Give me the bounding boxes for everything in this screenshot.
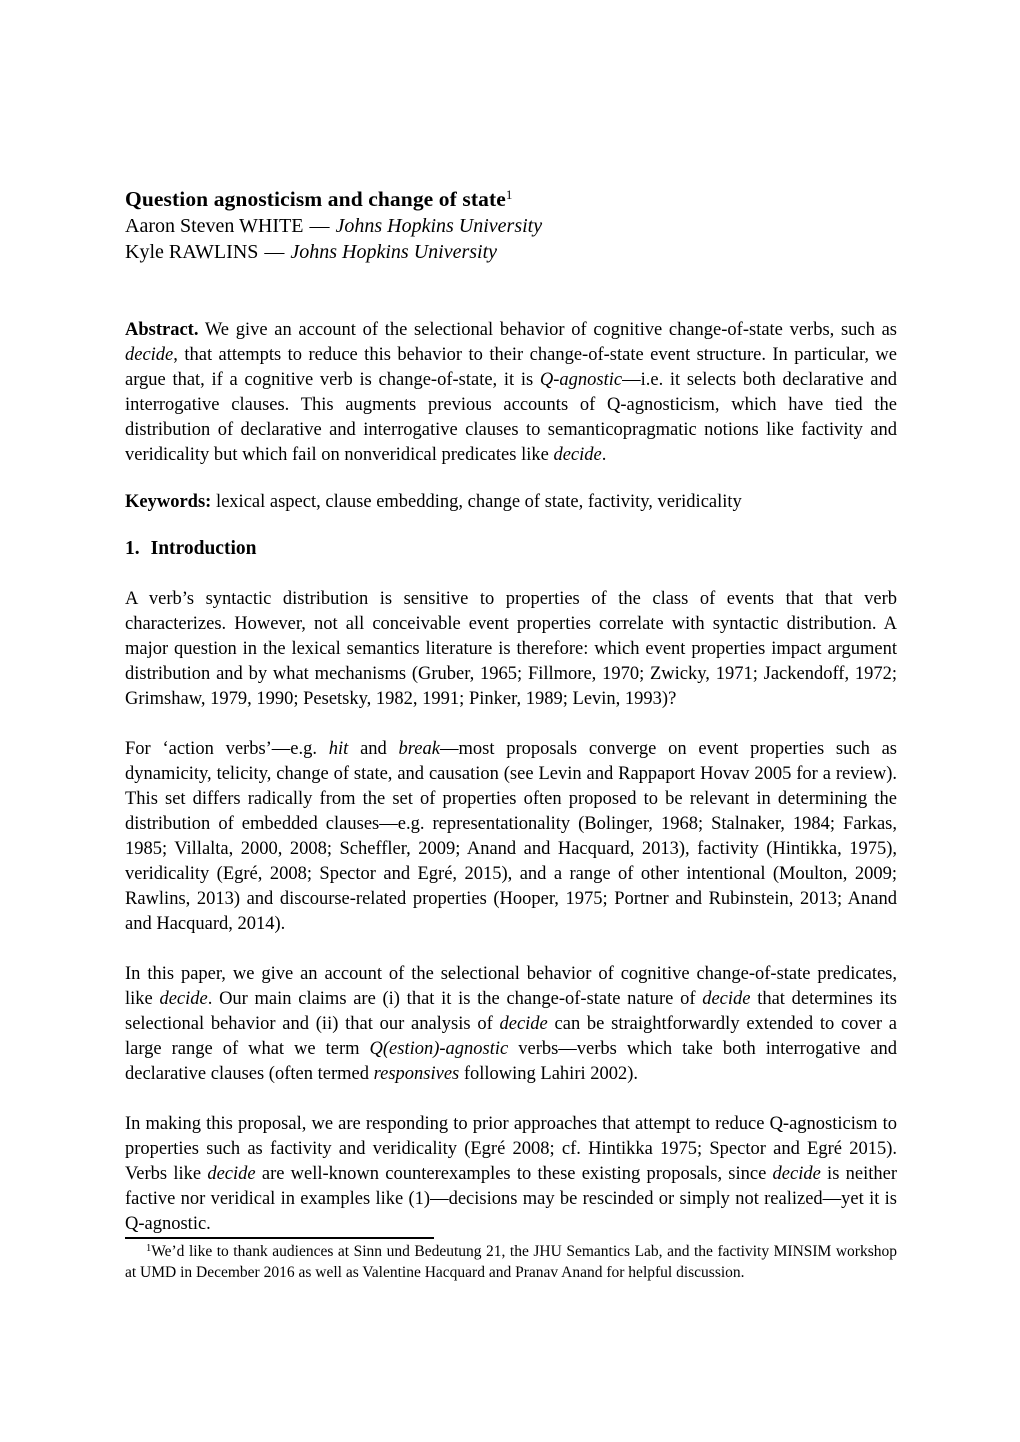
paper-title bbox=[125, 186, 897, 213]
author-line-1 bbox=[125, 213, 897, 239]
author-separator: — bbox=[264, 241, 285, 263]
section-heading bbox=[125, 536, 897, 561]
body-paragraph: A verb’s syntactic distribution is sensitive to properties of the class of events that that verb characterizes. However, not all conceivable event properties correlate with syntactic distribution. A major question in the lexical semantics literature is therefore: which event properties impact argument distribution and by what mechanisms (Gruber, 1965; Fillmore, 1970; Zwicky, 1971; Jackendoff, 1972; Grimshaw, 1979, 1990; Pesetsky, 1982, 1991; Pinker, 1989; Levin, 1993)? bbox=[125, 589, 897, 709]
footnote-rule bbox=[125, 1237, 434, 1239]
abstract-paragraph bbox=[125, 318, 897, 468]
keywords-label: Keywords: bbox=[125, 492, 212, 512]
body-paragraph: In making this proposal, we are responding to prior approaches that attempt to reduce Q-agnosticism to properties such as factivity and veridicality (Egré 2008; cf. Hintikka 1975; Spector and Egré 2015). Verbs like decide are well-known counterexamples to these existing proposals, since decide is neither factive nor veridical in examples like (1)—decisions may be rescinded or simply not realized—yet it is Q-agnostic. bbox=[125, 1114, 897, 1234]
section-number: 1. bbox=[125, 538, 140, 559]
paper-title-text: Question agnosticism and change of state bbox=[125, 187, 506, 211]
keywords-text: lexical aspect, clause embedding, change of state, factivity, veridicality bbox=[215, 492, 742, 512]
abstract-section bbox=[125, 318, 897, 493]
body-text bbox=[125, 587, 897, 1262]
author-line-2 bbox=[125, 239, 897, 265]
footnote bbox=[125, 1242, 897, 1283]
footnote-text: We’d like to thank audiences at Sinn und Bedeutung 21, the JHU Semantics Lab, and the factivity MINSIM workshop at UMD in December 2016 as well as Valentine Hacquard and Pranav Anand for helpful discussion. bbox=[125, 1243, 897, 1281]
abstract-label: Abstract. bbox=[125, 320, 199, 340]
author-affiliation: Johns Hopkins University bbox=[335, 215, 543, 237]
title-footnote-mark: 1 bbox=[505, 187, 513, 202]
title-block bbox=[125, 186, 897, 265]
keywords-line bbox=[125, 490, 897, 515]
body-paragraph: In this paper, we give an account of the selectional behavior of cognitive change-of-state predicates, like decide. Our main claims are (i) that it is the change-of-state nature of decide that determines its selectional behavior and (ii) that our analysis of decide can be straightforwardly extended to cover a large range of what we term Q(estion)-agnostic verbs—verbs which take both interrogative and declarative clauses (often termed responsives following Lahiri 2002). bbox=[125, 964, 897, 1084]
footnote-mark: 1 bbox=[146, 1243, 152, 1254]
section-title: Introduction bbox=[150, 538, 257, 559]
abstract-text: We give an account of the selectional behavior of cognitive change-of-state verbs, such as decide, that attempts to reduce this behavior to their change-of-state event structure. In particular, we argue that, if a cognitive verb is change-of-state, it is Q-agnostic—i.e. it selects both declarative and interrogative clauses. This augments previous accounts of Q-agnosticism, which have tied the distribution of declarative and interrogative clauses to semanticopragmatic notions like factivity and veridicality but which fail on nonveridical predicates like decide. bbox=[125, 320, 897, 465]
author-affiliation: Johns Hopkins University bbox=[290, 241, 498, 263]
author-name: Kyle RAWLINS bbox=[125, 241, 259, 263]
author-separator: — bbox=[309, 215, 330, 237]
body-paragraph: For ‘action verbs’—e.g. hit and break—most proposals converge on event properties such as dynamicity, telicity, change of state, and causation (see Levin and Rappaport Hovav 2005 for a review). This set differs radically from the set of properties often proposed to be relevant in determining the distribution of embedded clauses—e.g. representationality (Bolinger, 1968; Stalnaker, 1984; Farkas, 1985; Villalta, 2000, 2008; Scheffler, 2009; Anand and Hacquard, 2013), factivity (Hintikka, 1975), veridicality (Egré, 2008; Spector and Egré, 2015), and a range of other intentional (Moulton, 2009; Rawlins, 2013) and discourse-related properties (Hooper, 1975; Portner and Rubinstein, 2013; Anand and Hacquard, 2014). bbox=[125, 739, 897, 934]
author-name: Aaron Steven WHITE bbox=[125, 215, 304, 237]
